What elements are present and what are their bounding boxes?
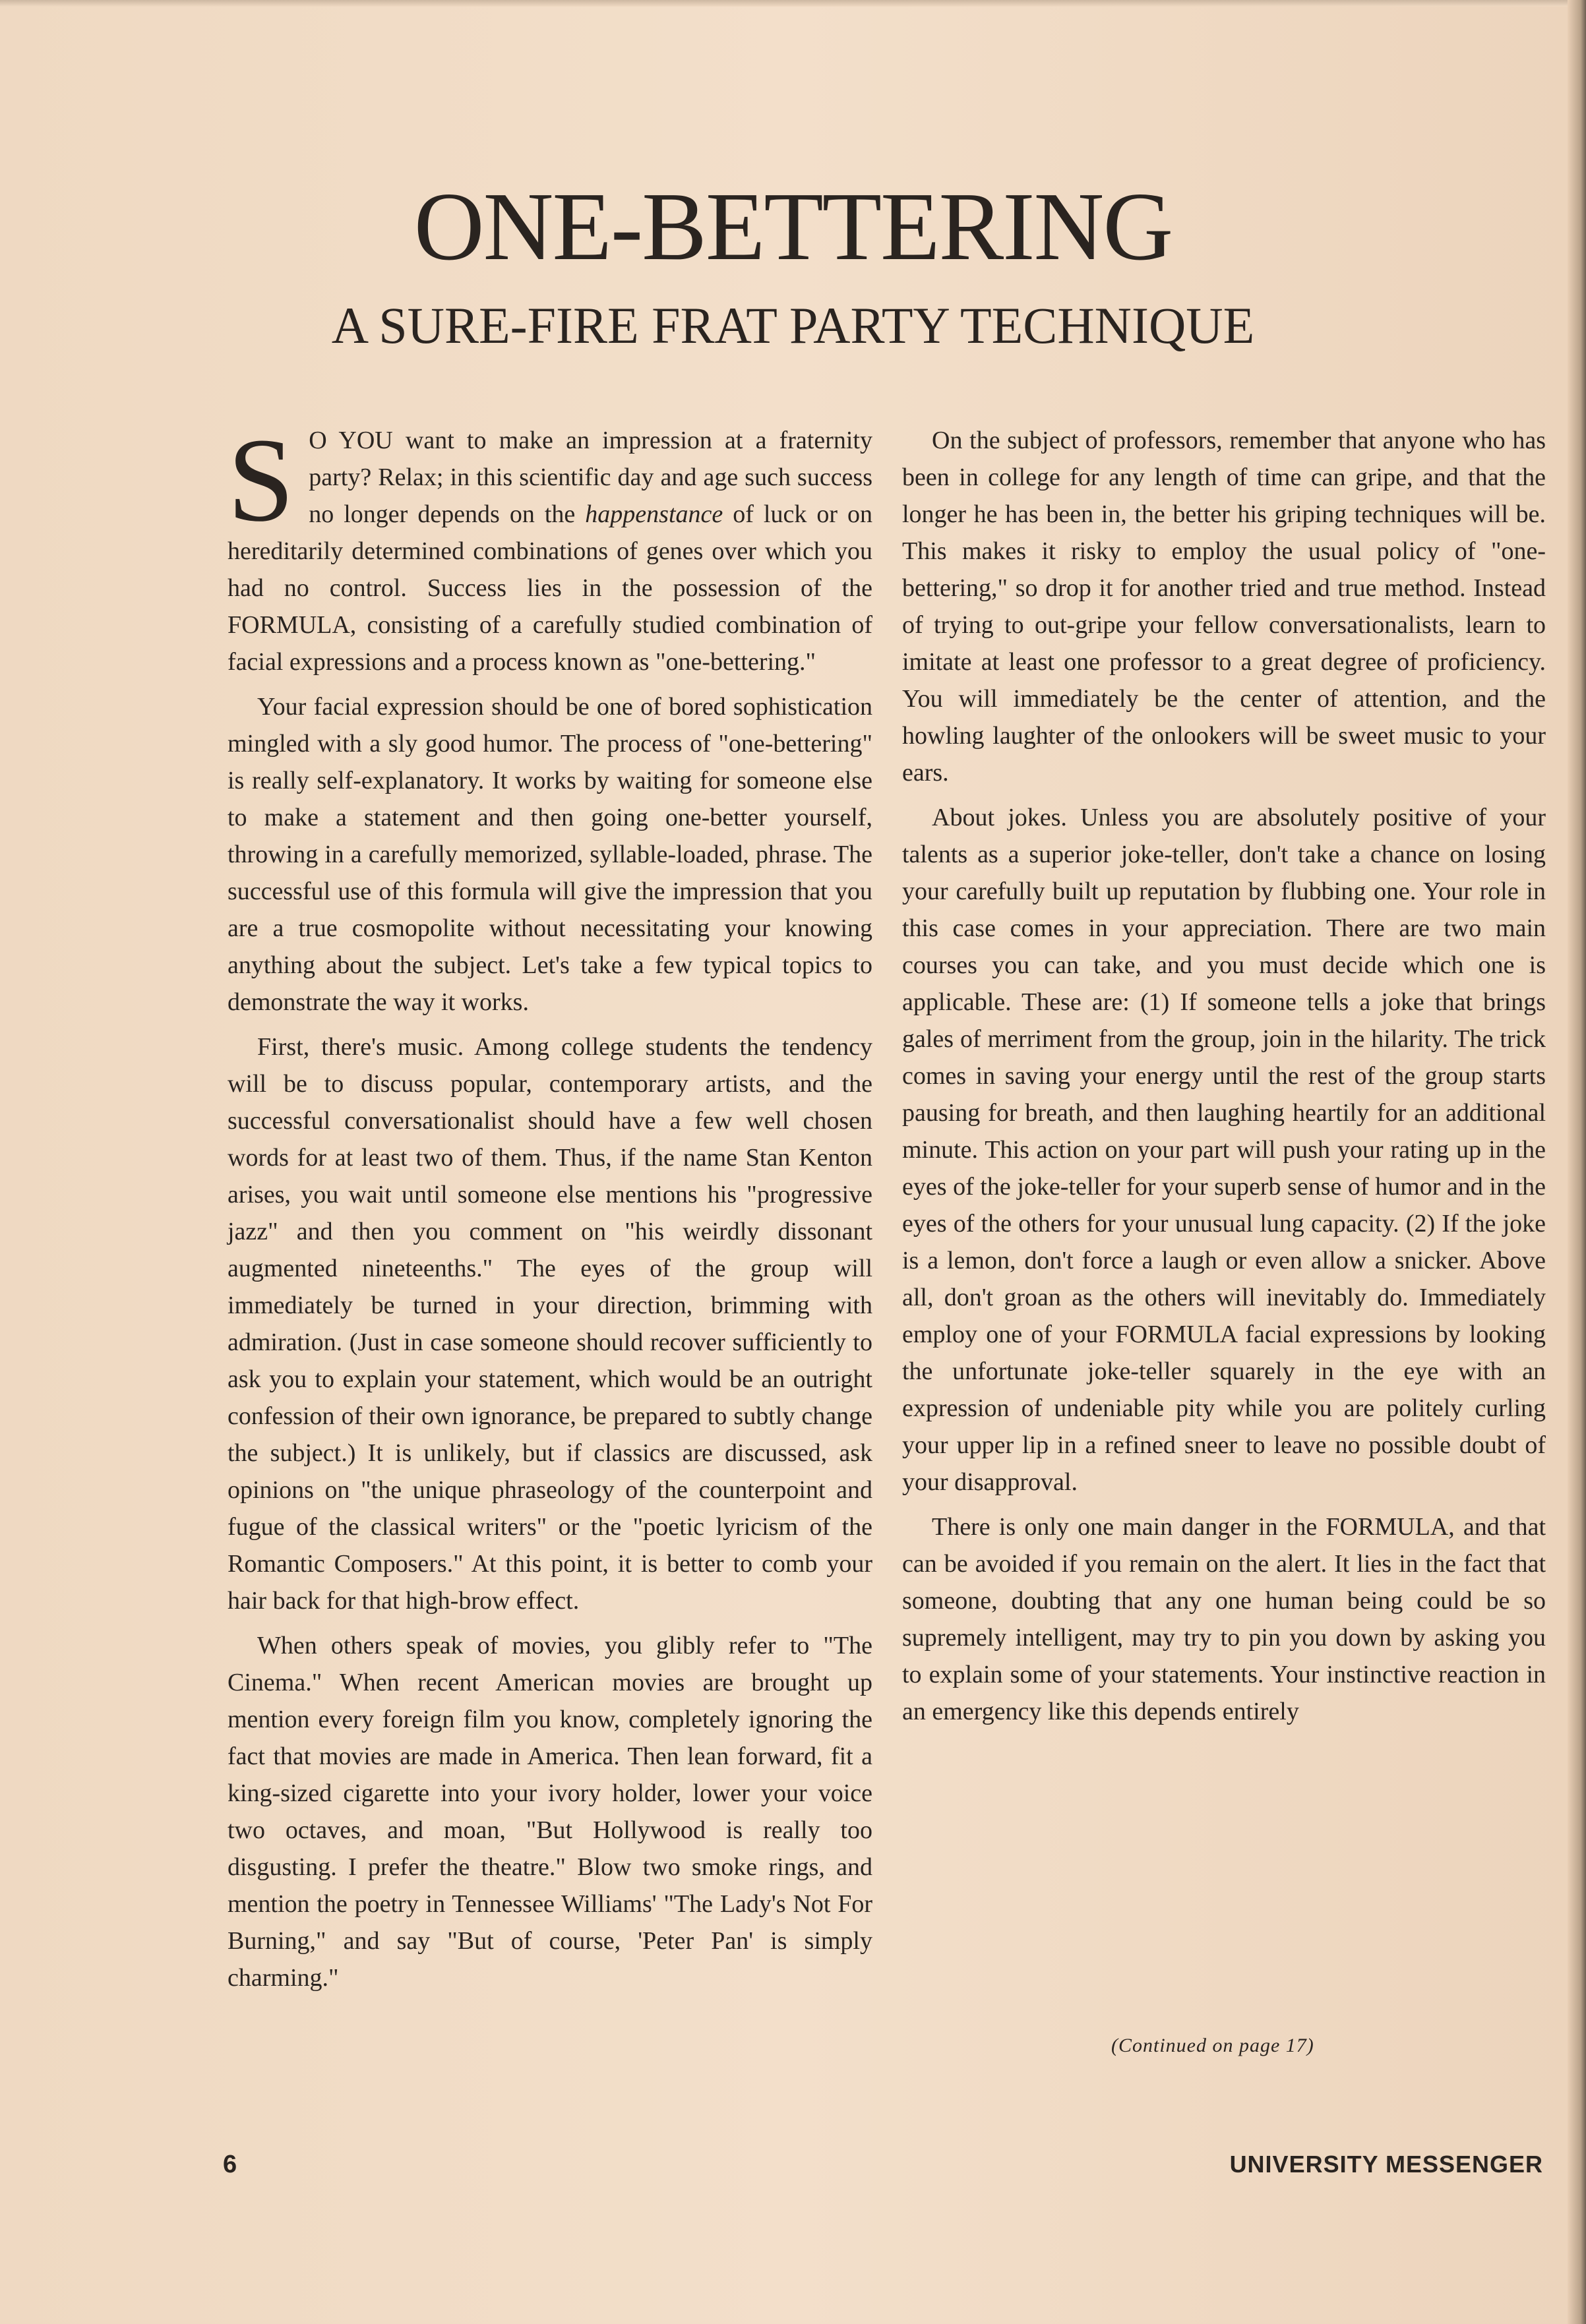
text-column-right xyxy=(902,422,1546,1738)
continued-note: (Continued on page 17) xyxy=(1111,2035,1314,2056)
publication-name: UNIVERSITY MESSENGER xyxy=(1229,2151,1543,2178)
paragraph-3: First, there's music. Among college students the tendency will be to discuss popular, contemporary artists, and the successful conversationalist should have a few well chosen words for at least two of them. Thus, if the name Stan Kenton arises, you wait until someone else mentions his "progressive jazz" and then you comment on "his weirdly dissonant augmented nineteenths." The eyes of the group will immediately be turned in your direction, brimming with admiration. (Just in case someone should recover sufficiently to ask you to explain your statement, which would be an outright confession of their own ignorance, be prepared to subtly change the subject.) It is unlikely, but if classics are discussed, ask opinions on "the unique phraseology of the counterpoint and fugue of the classical writers" or the "poetic lyricism of the Romantic Composers." At this point, it is better to comb your hair back for that high-brow effect. xyxy=(228,1033,872,1615)
paragraph-7: There is only one main danger in the FORMULA, and that can be avoided if you remain on the alert. It lies in the fact that someone, doubting that any one human being could be so supremely intelligent, may try to pin you down by asking you to explain some of your statements. Your instinctive reaction in an emergency like this depends entirely xyxy=(902,1513,1546,1725)
page-number: 6 xyxy=(223,2151,237,2178)
text-column-left xyxy=(228,414,873,2004)
article-subtitle: A SURE-FIRE FRAT PARTY TECHNIQUE xyxy=(331,297,1255,354)
paragraph-1 xyxy=(228,414,873,680)
paragraph-1-italic: happenstance xyxy=(585,500,723,528)
paragraph-1-text-b: of luck or on hereditarily determined combinations of genes over which you had no control. Success lies in the possession of the FORMULA, consisting of a carefully studied combination of facial expressions and a process known as "one-bettering." xyxy=(228,500,873,676)
paragraph-6: About jokes. Unless you are absolutely positive of your talents as a superior joke-teller, don't take a chance on losing your carefully built up reputation by flubbing one. Your role in this case comes in your appreciation. There are two main courses you can take, and you must decide which one is applicable. These are: (1) If someone tells a joke that brings gales of merriment from the group, join in the hilarity. The trick comes in saving your energy until the rest of the group starts pausing for breath, and then laughing heartily for an additional minute. This action on your part will push your rating up in the eyes of the joke-teller for your superb sense of humor and in the eyes of the others for your unusual lung capacity. (2) If the joke is a lemon, don't force a laugh or even allow a snicker. Above all, don't groan as the others will inevitably do. Immediately employ one of your FORMULA facial expressions by looking the unfortunate joke-teller squarely in the eye with an expression of undeniable pity while you are politely curling your upper lip in a refined sneer to leave no possible doubt of your disapproval. xyxy=(902,804,1546,1496)
paragraph-4: When others speak of movies, you glibly refer to "The Cinema." When recent American movies are brought up mention every foreign film you know, completely ignoring the fact that movies are made in America. Then lean forward, fit a king-sized cigarette into your ivory holder, lower your voice two octaves, and moan, "But Hollywood is really too disgusting. I prefer the theatre." Blow two smoke rings, and mention the poetry in Tennessee Williams' "The Lady's Not For Burning," and say "But of course, 'Peter Pan' is simply charming." xyxy=(228,1632,872,1992)
page-top-edge xyxy=(0,0,1586,7)
drop-cap: S xyxy=(228,414,295,547)
paragraph-5: On the subject of professors, remember that anyone who has been in college for any length of time can gripe, and that the longer he has been in, the better his griping techniques will be. This makes it risky to employ the usual policy of "one-bettering," so drop it for another tried and true method. Instead of trying to out-gripe your fellow conversationalists, learn to imitate at least one professor to a great degree of proficiency. You will immediately be the center of attention, and the howling laughter of the onlookers will be sweet music to your ears. xyxy=(902,427,1546,787)
paragraph-2: Your facial expression should be one of bored sophistication mingled with a sly good humor. The process of "one-bettering" is really self-explanatory. It works by waiting for someone else to make a statement and then going one-better yourself, throwing in a carefully memorized, syllable-loaded, phrase. The successful use of this formula will give the impression that you are a true cosmopolite without necessitating your knowing anything about the subject. Let's take a few typical topics to demonstrate the way it works. xyxy=(228,693,872,1016)
paragraph-1-text-a: O YOU want to make an impression at a fraternity party? Relax; in this scientific day and age such success no longer depends on the xyxy=(309,427,872,528)
article-title: ONE-BETTERING xyxy=(413,173,1173,281)
